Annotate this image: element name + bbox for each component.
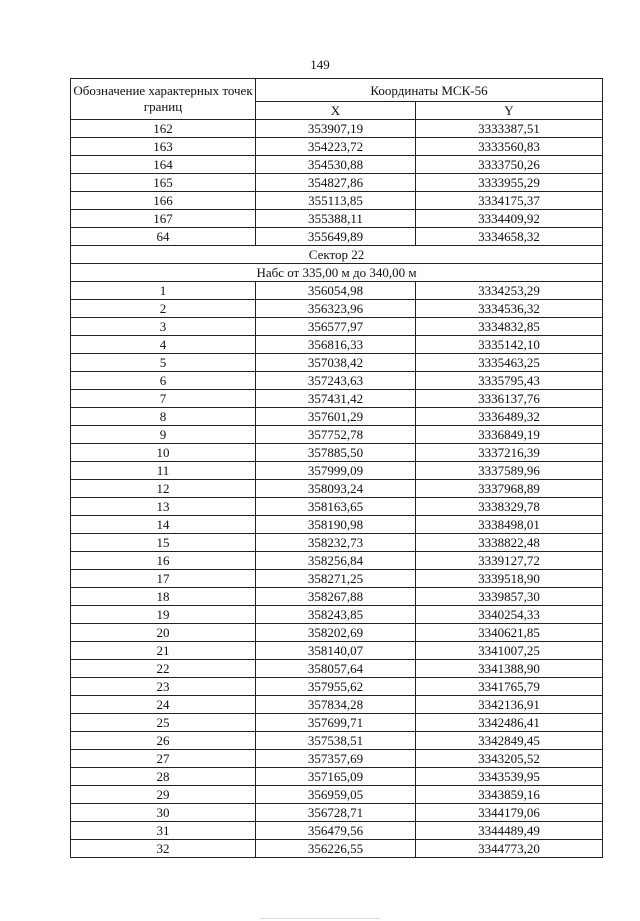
x-coordinate-cell: 357601,29: [256, 408, 416, 426]
x-coordinate-cell: 353907,19: [256, 120, 416, 138]
table-row: [71, 318, 603, 336]
point-id-cell: 9: [71, 426, 256, 444]
point-id-cell: 19: [71, 606, 256, 624]
table-row: [71, 642, 603, 660]
x-coordinate-cell: 354223,72: [256, 138, 416, 156]
point-id-cell: 7: [71, 390, 256, 408]
point-id-cell: 6: [71, 372, 256, 390]
sector-subtitle: Набс от 335,00 м до 340,00 м: [71, 264, 603, 282]
x-coordinate-cell: 358243,85: [256, 606, 416, 624]
table-row: [71, 138, 603, 156]
point-id-cell: 26: [71, 732, 256, 750]
point-id-cell: 25: [71, 714, 256, 732]
y-coordinate-cell: 3337968,89: [416, 480, 603, 498]
table-row: [71, 696, 603, 714]
point-id-cell: 18: [71, 588, 256, 606]
y-coordinate-cell: 3334536,32: [416, 300, 603, 318]
y-coordinate-cell: 3344489,49: [416, 822, 603, 840]
y-coordinate-cell: 3334832,85: [416, 318, 603, 336]
table-row: [71, 210, 603, 228]
x-coordinate-cell: 358140,07: [256, 642, 416, 660]
x-coordinate-cell: 358256,84: [256, 552, 416, 570]
y-coordinate-cell: 3337589,96: [416, 462, 603, 480]
point-id-cell: 32: [71, 840, 256, 858]
table-row: [71, 336, 603, 354]
point-id-cell: 1: [71, 282, 256, 300]
point-id-cell: 29: [71, 786, 256, 804]
point-id-cell: 8: [71, 408, 256, 426]
x-coordinate-cell: 356959,05: [256, 786, 416, 804]
scan-edge: [260, 918, 380, 919]
table-row: [71, 552, 603, 570]
y-coordinate-cell: 3339127,72: [416, 552, 603, 570]
table-row: [71, 462, 603, 480]
x-coordinate-cell: 358202,69: [256, 624, 416, 642]
x-coordinate-cell: 356816,33: [256, 336, 416, 354]
point-id-cell: 30: [71, 804, 256, 822]
y-coordinate-cell: 3338822,48: [416, 534, 603, 552]
table-row: [71, 606, 603, 624]
point-id-cell: 27: [71, 750, 256, 768]
point-id-cell: 10: [71, 444, 256, 462]
y-column-header: Y: [416, 102, 603, 120]
point-id-cell: 11: [71, 462, 256, 480]
x-coordinate-cell: 354530,88: [256, 156, 416, 174]
y-coordinate-cell: 3333750,26: [416, 156, 603, 174]
table-row: [71, 588, 603, 606]
y-coordinate-cell: 3336849,19: [416, 426, 603, 444]
x-coordinate-cell: 357038,42: [256, 354, 416, 372]
y-coordinate-cell: 3341765,79: [416, 678, 603, 696]
x-coordinate-cell: 356577,97: [256, 318, 416, 336]
y-coordinate-cell: 3339518,90: [416, 570, 603, 588]
point-id-cell: 24: [71, 696, 256, 714]
y-coordinate-cell: 3333387,51: [416, 120, 603, 138]
sector-title: Сектор 22: [71, 246, 603, 264]
table-row: [71, 570, 603, 588]
table-row: [71, 786, 603, 804]
y-coordinate-cell: 3338329,78: [416, 498, 603, 516]
point-id-cell: 3: [71, 318, 256, 336]
y-coordinate-cell: 3335463,25: [416, 354, 603, 372]
y-coordinate-cell: 3333560,83: [416, 138, 603, 156]
table-row: [71, 750, 603, 768]
x-column-header: X: [256, 102, 416, 120]
point-id-cell: 13: [71, 498, 256, 516]
point-id-cell: 5: [71, 354, 256, 372]
point-id-cell: 22: [71, 660, 256, 678]
table-row: [71, 804, 603, 822]
x-coordinate-cell: 357885,50: [256, 444, 416, 462]
y-coordinate-cell: 3336137,76: [416, 390, 603, 408]
y-coordinate-cell: 3341007,25: [416, 642, 603, 660]
point-id-cell: 28: [71, 768, 256, 786]
table-row: [71, 534, 603, 552]
point-id-cell: 12: [71, 480, 256, 498]
x-coordinate-cell: 356226,55: [256, 840, 416, 858]
x-coordinate-cell: 358093,24: [256, 480, 416, 498]
point-id-cell: 15: [71, 534, 256, 552]
x-coordinate-cell: 358232,73: [256, 534, 416, 552]
page-number: 149: [310, 57, 330, 72]
point-id-cell: 31: [71, 822, 256, 840]
y-coordinate-cell: 3338498,01: [416, 516, 603, 534]
x-coordinate-cell: 358267,88: [256, 588, 416, 606]
point-id-cell: 20: [71, 624, 256, 642]
table-body-sector: [71, 282, 603, 858]
table-row: [71, 426, 603, 444]
x-coordinate-cell: 358163,65: [256, 498, 416, 516]
y-coordinate-cell: 3342486,41: [416, 714, 603, 732]
x-coordinate-cell: 354827,86: [256, 174, 416, 192]
table-row: [71, 372, 603, 390]
table-row: [71, 840, 603, 858]
table-row: [71, 768, 603, 786]
table-body-top: [71, 120, 603, 246]
point-id-cell: 17: [71, 570, 256, 588]
y-coordinate-cell: 3334175,37: [416, 192, 603, 210]
table-row: [71, 282, 603, 300]
table-row: [71, 660, 603, 678]
x-coordinate-cell: 358057,64: [256, 660, 416, 678]
y-coordinate-cell: 3342849,45: [416, 732, 603, 750]
x-coordinate-cell: 357955,62: [256, 678, 416, 696]
y-coordinate-cell: 3335142,10: [416, 336, 603, 354]
x-coordinate-cell: 357431,42: [256, 390, 416, 408]
x-coordinate-cell: 358190,98: [256, 516, 416, 534]
sector-header: [71, 246, 603, 282]
y-coordinate-cell: 3341388,90: [416, 660, 603, 678]
y-coordinate-cell: 3334658,32: [416, 228, 603, 246]
x-coordinate-cell: 357165,09: [256, 768, 416, 786]
table-row: [71, 174, 603, 192]
coordinates-header: Координаты МСК-56: [256, 79, 603, 102]
y-coordinate-cell: 3333955,29: [416, 174, 603, 192]
x-coordinate-cell: 357752,78: [256, 426, 416, 444]
y-coordinate-cell: 3343539,95: [416, 768, 603, 786]
x-coordinate-cell: 356728,71: [256, 804, 416, 822]
y-coordinate-cell: 3336489,32: [416, 408, 603, 426]
points-column-header: Обозначение характерных точек границ: [71, 79, 256, 120]
table-row: [71, 498, 603, 516]
point-id-cell: 2: [71, 300, 256, 318]
y-coordinate-cell: 3342136,91: [416, 696, 603, 714]
table-row: [71, 444, 603, 462]
point-id-cell: 23: [71, 678, 256, 696]
x-coordinate-cell: 355388,11: [256, 210, 416, 228]
y-coordinate-cell: 3335795,43: [416, 372, 603, 390]
table-header: [71, 79, 603, 120]
table-row: [71, 678, 603, 696]
table-row: [71, 156, 603, 174]
y-coordinate-cell: 3337216,39: [416, 444, 603, 462]
table-row: [71, 732, 603, 750]
table-row: [71, 228, 603, 246]
table-row: [71, 714, 603, 732]
point-id-cell: 14: [71, 516, 256, 534]
point-id-cell: 16: [71, 552, 256, 570]
y-coordinate-cell: 3334253,29: [416, 282, 603, 300]
x-coordinate-cell: 356323,96: [256, 300, 416, 318]
table-row: [71, 390, 603, 408]
y-coordinate-cell: 3340621,85: [416, 624, 603, 642]
table-row: [71, 516, 603, 534]
y-coordinate-cell: 3344773,20: [416, 840, 603, 858]
point-id-cell: 164: [71, 156, 256, 174]
point-id-cell: 162: [71, 120, 256, 138]
point-id-cell: 166: [71, 192, 256, 210]
table-row: [71, 300, 603, 318]
point-id-cell: 64: [71, 228, 256, 246]
table-row: [71, 354, 603, 372]
x-coordinate-cell: 357999,09: [256, 462, 416, 480]
x-coordinate-cell: 357243,63: [256, 372, 416, 390]
table-row: [71, 822, 603, 840]
point-id-cell: 165: [71, 174, 256, 192]
y-coordinate-cell: 3343859,16: [416, 786, 603, 804]
y-coordinate-cell: 3344179,06: [416, 804, 603, 822]
coordinates-table: [70, 78, 603, 858]
y-coordinate-cell: 3334409,92: [416, 210, 603, 228]
point-id-cell: 167: [71, 210, 256, 228]
x-coordinate-cell: 357834,28: [256, 696, 416, 714]
table-row: [71, 120, 603, 138]
table-row: [71, 624, 603, 642]
y-coordinate-cell: 3343205,52: [416, 750, 603, 768]
table-row: [71, 480, 603, 498]
table-row: [71, 192, 603, 210]
point-id-cell: 4: [71, 336, 256, 354]
x-coordinate-cell: 356054,98: [256, 282, 416, 300]
x-coordinate-cell: 357699,71: [256, 714, 416, 732]
point-id-cell: 21: [71, 642, 256, 660]
table-row: [71, 408, 603, 426]
point-id-cell: 163: [71, 138, 256, 156]
x-coordinate-cell: 355113,85: [256, 192, 416, 210]
y-coordinate-cell: 3340254,33: [416, 606, 603, 624]
x-coordinate-cell: 356479,56: [256, 822, 416, 840]
x-coordinate-cell: 357538,51: [256, 732, 416, 750]
y-coordinate-cell: 3339857,30: [416, 588, 603, 606]
x-coordinate-cell: 358271,25: [256, 570, 416, 588]
x-coordinate-cell: 357357,69: [256, 750, 416, 768]
x-coordinate-cell: 355649,89: [256, 228, 416, 246]
